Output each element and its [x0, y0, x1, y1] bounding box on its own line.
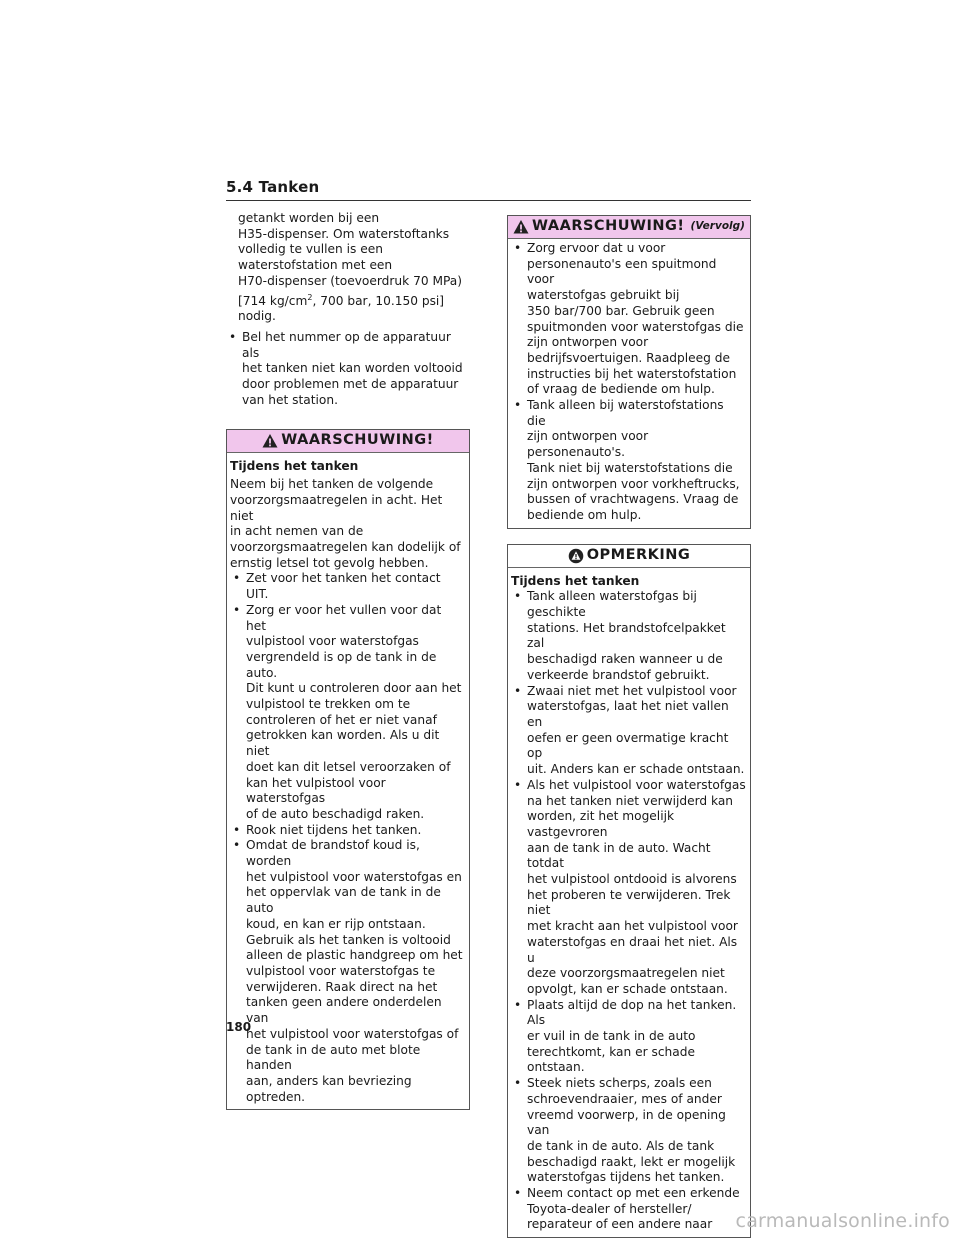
note-item: • Steek niets scherps, zoals een schroevendraaier, mes of ander vreemd voorwerp, in de opening van de tank in de auto. Als de tank beschadigd raakt, lekt er mogelijk waterstofgas tijdens het tanken.: [511, 1076, 746, 1186]
intro-line: nodig.: [238, 309, 276, 324]
header-rule: [226, 200, 751, 201]
note-item: • Plaats altijd de dop na het tanken. Als er vuil in de tank in de auto terechtkomt, kan er schade ontstaan.: [511, 998, 746, 1077]
intro-paragraph: [226, 211, 470, 325]
left-column: [226, 211, 470, 1110]
note-title: OPMERKING: [586, 546, 691, 563]
warning-item: • Tank alleen bij waterstofstations die zijn ontworpen voor personenauto's. Tank niet bij waterstofstations die zijn ontworpen voor vorkheftrucks, bussen of vrachtwagens. Vraag de bediende om hulp.: [511, 398, 746, 524]
warning-icon: [262, 433, 278, 449]
warning-subhead: Tijdens het tanken: [230, 458, 359, 473]
intro-line: getankt worden bij een: [238, 211, 380, 225]
right-column: [507, 215, 751, 1238]
intro-line: H70-dispenser (toevoerdruk 70 MPa): [238, 273, 463, 288]
warning-item: • Omdat de brandstof koud is, worden het vulpistool voor waterstofgas en het oppervlak van de tank in de auto koud, en kan er rijp ontstaan. Gebruik als het tanken is voltooid alleen de plastic handgreep om het vulpistool voor waterstofgas te verwijderen. Raak direct na het tanken geen andere onderdelen van het vulpistool voor waterstofgas of de tank in de auto met blote handen aan, anders kan bevriezing optreden.: [230, 838, 465, 1105]
warning-continued-header: [508, 216, 750, 239]
warning-item: • Rook niet tijdens het tanken.: [230, 823, 465, 839]
warning-title: WAARSCHUWING!: [281, 431, 434, 448]
section-header: [226, 178, 751, 201]
watermark: carmanualsonline.info: [735, 1210, 950, 1232]
bullet-call-number: • Bel het nummer op de apparatuur als het tanken niet kan worden voltooid door problemen met de apparatuur van het station.: [226, 330, 470, 409]
warning-continued-title: WAARSCHUWING!: [532, 218, 685, 235]
intro-line: waterstofstation met een: [238, 258, 393, 273]
warning-continued-body: [508, 239, 750, 528]
warning-item: • Zet voor het tanken het contact UIT.: [230, 571, 465, 602]
intro-line: H35-dispenser. Om waterstoftanks: [238, 226, 450, 241]
note-item: • Neem contact op met een erkende Toyota-dealer of hersteller/ reparateur of een andere naar: [511, 1186, 746, 1233]
warning-header: [227, 430, 469, 453]
page-number: 180: [226, 1020, 252, 1034]
warning-item: • Zorg ervoor dat u voor personenauto's een spuitmond voor waterstofgas gebruikt bij 350 bar/700 bar. Gebruik geen spuitmonden voor waterstofgas die zijn ontworpen voor bedrijfsvoertuigen. Raadpleeg de instructies bij het waterstofstation of vraag de bediende om hulp.: [511, 241, 746, 398]
continued-label: (Vervolg): [690, 220, 745, 233]
warning-item: • Zorg er voor het vullen voor dat het vulpistool voor waterstofgas vergrendeld is op de tank in de auto. Dit kunt u controleren door aan het vulpistool te trekken om te controleren of het er niet vanaf getrokken kan worden. Als u dit niet doet kan dit letsel veroorzaken of kan het vulpistool voor waterstofgas of de auto beschadigd raken.: [230, 603, 465, 823]
warning-body: [227, 453, 469, 1110]
note-item: • Als het vulpistool voor waterstofgas na het tanken niet verwijderd kan worden, zit het mogelijk vastgevroren aan de tank in de auto. Wacht totdat het vulpistool ontdooid is alvorens het proberen te verwijderen. Trek niet met kracht aan het vulpistool voor waterstofgas en draai het niet. Als u deze voorzorgsmaatregelen niet opvolgt, kan er schade ontstaan.: [511, 778, 746, 998]
note-item: • Tank alleen waterstofgas bij geschikte stations. Het brandstofcelpakket zal beschadigd raken wanneer u de verkeerde brandstof gebruikt.: [511, 589, 746, 683]
warning-icon: [513, 219, 529, 235]
note-subhead: Tijdens het tanken: [511, 573, 640, 588]
note-body: [508, 568, 750, 1238]
note-header: [508, 545, 750, 568]
caution-icon: [568, 548, 584, 564]
warning-continued-box: [507, 215, 751, 529]
section-title: 5.4 Tanken: [226, 178, 320, 196]
note-item: • Zwaai niet met het vulpistool voor waterstofgas, laat het niet vallen en oefen er geen overmatige kracht op uit. Anders kan er schade ontstaan.: [511, 684, 746, 778]
intro-line-pressure: [714 $kg/cm^2$, 700 bar, 10.150 psi]: [238, 292, 445, 308]
note-box: [507, 544, 751, 1239]
intro-line: volledig te vullen is een: [238, 242, 383, 257]
warning-para: Neem bij het tanken de volgende voorzorgsmaatregelen in acht. Het niet in acht nemen van de voorzorgsmaatregelen kan dodelijk of ernstig letsel tot gevolg hebben.: [230, 477, 461, 570]
warning-box: [226, 429, 470, 1111]
